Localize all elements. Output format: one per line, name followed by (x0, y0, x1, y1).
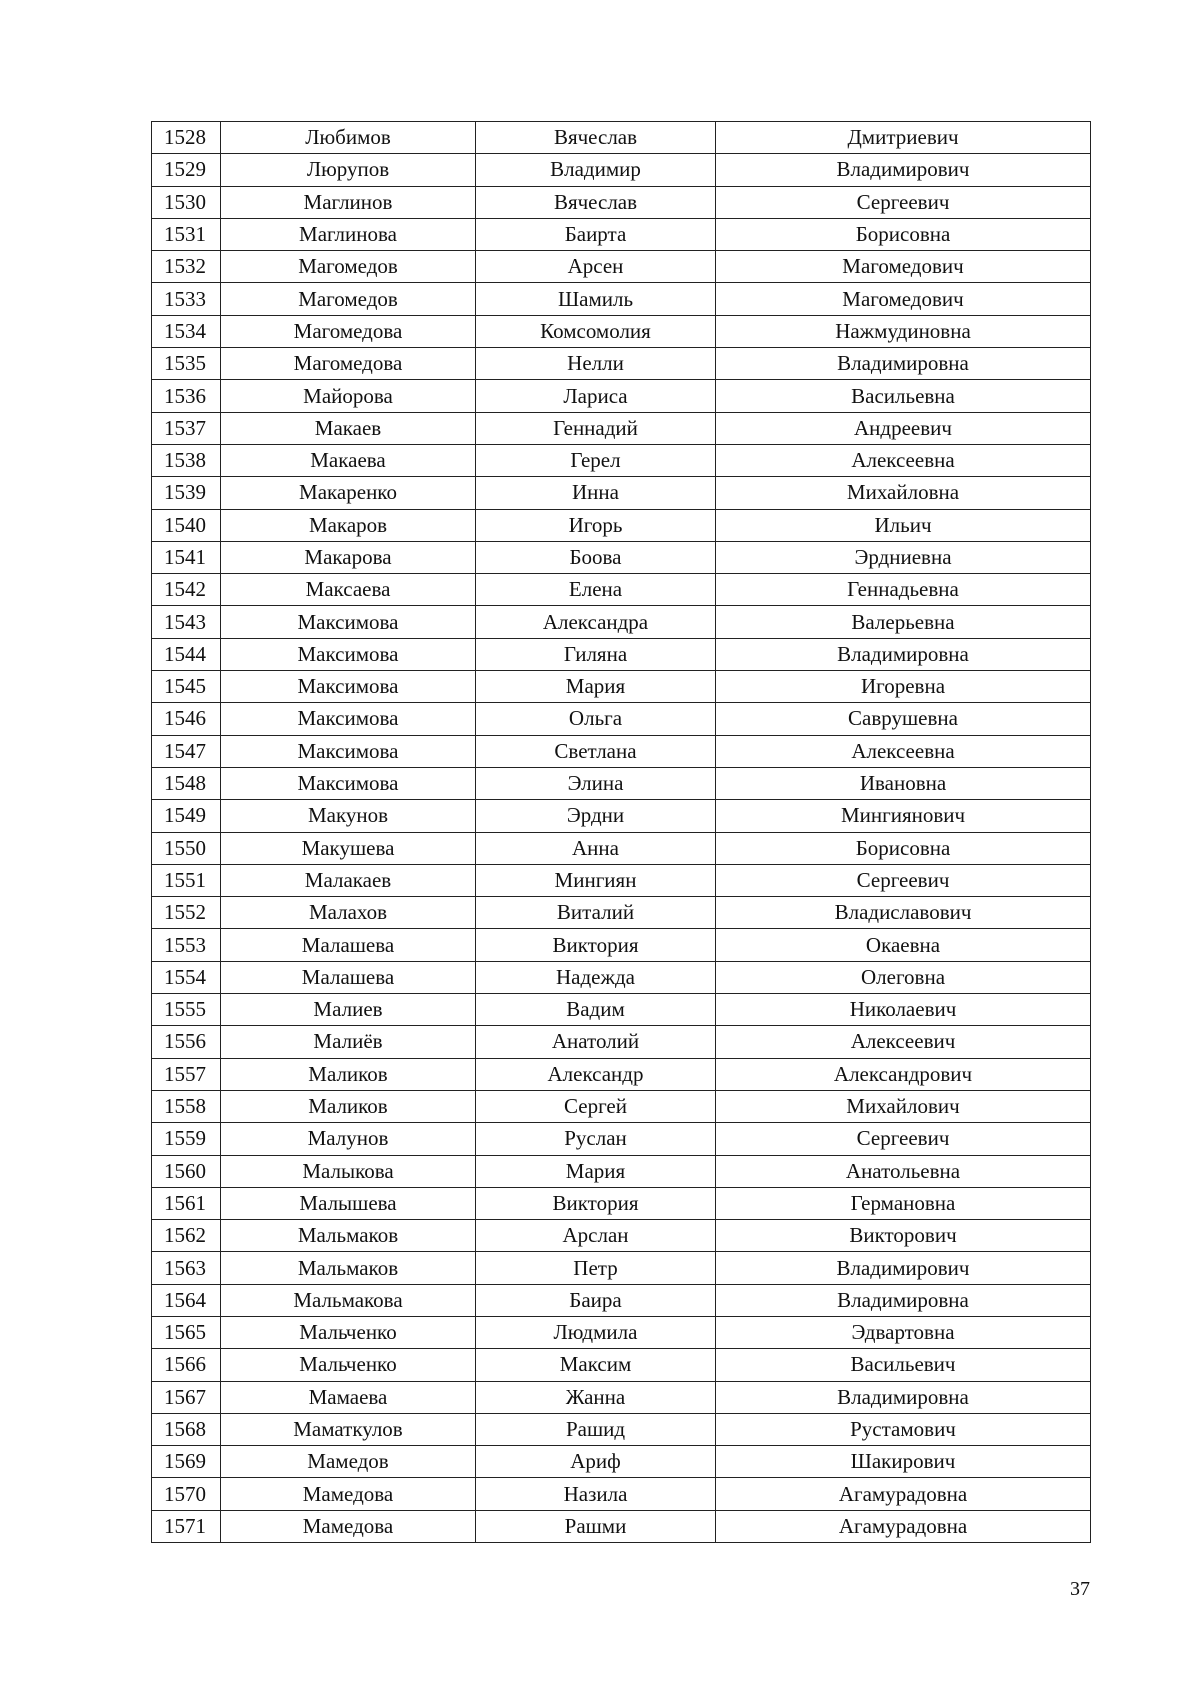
surname-cell: Малиёв (221, 1026, 476, 1058)
patronymic-cell: Германовна (716, 1187, 1091, 1219)
row-number-cell: 1568 (152, 1413, 221, 1445)
row-number-cell: 1562 (152, 1220, 221, 1252)
surname-cell: Малашева (221, 929, 476, 961)
first-name-cell: Александр (476, 1058, 716, 1090)
row-number-cell: 1538 (152, 444, 221, 476)
surname-cell: Магомедова (221, 348, 476, 380)
first-name-cell: Рашми (476, 1510, 716, 1542)
patronymic-cell: Владимирович (716, 154, 1091, 186)
surname-cell: Макаев (221, 412, 476, 444)
surname-cell: Макаева (221, 444, 476, 476)
row-number-cell: 1554 (152, 961, 221, 993)
first-name-cell: Мария (476, 1155, 716, 1187)
table-row (152, 154, 1091, 186)
table-row (152, 1026, 1091, 1058)
row-number-cell: 1535 (152, 348, 221, 380)
row-number-cell: 1566 (152, 1349, 221, 1381)
first-name-cell: Игорь (476, 509, 716, 541)
row-number-cell: 1571 (152, 1510, 221, 1542)
patronymic-cell: Александрович (716, 1058, 1091, 1090)
surname-cell: Максимова (221, 735, 476, 767)
first-name-cell: Герел (476, 444, 716, 476)
table-row (152, 1155, 1091, 1187)
patronymic-cell: Николаевич (716, 994, 1091, 1026)
surname-cell: Малакаев (221, 864, 476, 896)
first-name-cell: Назила (476, 1478, 716, 1510)
patronymic-cell: Сергеевич (716, 1123, 1091, 1155)
row-number-cell: 1548 (152, 767, 221, 799)
surname-cell: Малыкова (221, 1155, 476, 1187)
first-name-cell: Елена (476, 574, 716, 606)
table-row (152, 671, 1091, 703)
row-number-cell: 1559 (152, 1123, 221, 1155)
row-number-cell: 1558 (152, 1090, 221, 1122)
table-row (152, 767, 1091, 799)
first-name-cell: Вячеслав (476, 186, 716, 218)
row-number-cell: 1528 (152, 122, 221, 154)
patronymic-cell: Сергеевич (716, 186, 1091, 218)
surname-cell: Магомедов (221, 283, 476, 315)
first-name-cell: Виталий (476, 897, 716, 929)
patronymic-cell: Владимировна (716, 348, 1091, 380)
surname-cell: Максимова (221, 671, 476, 703)
surname-cell: Мамаева (221, 1381, 476, 1413)
patronymic-cell: Алексеевна (716, 735, 1091, 767)
patronymic-cell: Викторович (716, 1220, 1091, 1252)
surname-cell: Максимова (221, 703, 476, 735)
table-row (152, 832, 1091, 864)
surname-cell: Максимова (221, 606, 476, 638)
surname-cell: Мальченко (221, 1349, 476, 1381)
patronymic-cell: Владиславович (716, 897, 1091, 929)
patronymic-cell: Агамурадовна (716, 1478, 1091, 1510)
table-row (152, 1446, 1091, 1478)
first-name-cell: Надежда (476, 961, 716, 993)
table-row (152, 1090, 1091, 1122)
row-number-cell: 1550 (152, 832, 221, 864)
patronymic-cell: Нажмудиновна (716, 315, 1091, 347)
row-number-cell: 1537 (152, 412, 221, 444)
surname-cell: Магомедов (221, 251, 476, 283)
surname-cell: Мамедова (221, 1478, 476, 1510)
patronymic-cell: Окаевна (716, 929, 1091, 961)
patronymic-cell: Рустамович (716, 1413, 1091, 1445)
first-name-cell: Рашид (476, 1413, 716, 1445)
row-number-cell: 1543 (152, 606, 221, 638)
first-name-cell: Александра (476, 606, 716, 638)
patronymic-cell: Олеговна (716, 961, 1091, 993)
row-number-cell: 1557 (152, 1058, 221, 1090)
row-number-cell: 1560 (152, 1155, 221, 1187)
first-name-cell: Владимир (476, 154, 716, 186)
table-row (152, 735, 1091, 767)
first-name-cell: Ольга (476, 703, 716, 735)
patronymic-cell: Сергеевич (716, 864, 1091, 896)
first-name-cell: Жанна (476, 1381, 716, 1413)
row-number-cell: 1539 (152, 477, 221, 509)
surname-cell: Майорова (221, 380, 476, 412)
row-number-cell: 1530 (152, 186, 221, 218)
row-number-cell: 1563 (152, 1252, 221, 1284)
first-name-cell: Арслан (476, 1220, 716, 1252)
surname-cell: Мальмаков (221, 1220, 476, 1252)
table-row (152, 961, 1091, 993)
first-name-cell: Сергей (476, 1090, 716, 1122)
surname-cell: Малашева (221, 961, 476, 993)
patronymic-cell: Владимировна (716, 638, 1091, 670)
surname-cell: Маглинов (221, 186, 476, 218)
patronymic-cell: Анатольевна (716, 1155, 1091, 1187)
surname-cell: Малахов (221, 897, 476, 929)
surname-cell: Макаров (221, 509, 476, 541)
surname-cell: Малунов (221, 1123, 476, 1155)
row-number-cell: 1551 (152, 864, 221, 896)
table-row (152, 186, 1091, 218)
patronymic-cell: Магомедович (716, 251, 1091, 283)
first-name-cell: Комсомолия (476, 315, 716, 347)
surname-cell: Макушева (221, 832, 476, 864)
first-name-cell: Боова (476, 541, 716, 573)
row-number-cell: 1567 (152, 1381, 221, 1413)
first-name-cell: Максим (476, 1349, 716, 1381)
row-number-cell: 1536 (152, 380, 221, 412)
patronymic-cell: Алексеевна (716, 444, 1091, 476)
surname-cell: Мамедов (221, 1446, 476, 1478)
first-name-cell: Геннадий (476, 412, 716, 444)
patronymic-cell: Ильич (716, 509, 1091, 541)
table-row (152, 122, 1091, 154)
patronymic-cell: Магомедович (716, 283, 1091, 315)
surname-cell: Любимов (221, 122, 476, 154)
table-row (152, 315, 1091, 347)
patronymic-cell: Эрдниевна (716, 541, 1091, 573)
surname-cell: Маликов (221, 1090, 476, 1122)
first-name-cell: Ариф (476, 1446, 716, 1478)
row-number-cell: 1545 (152, 671, 221, 703)
surname-cell: Люрупов (221, 154, 476, 186)
surname-cell: Макарова (221, 541, 476, 573)
row-number-cell: 1529 (152, 154, 221, 186)
first-name-cell: Лариса (476, 380, 716, 412)
row-number-cell: 1547 (152, 735, 221, 767)
first-name-cell: Гиляна (476, 638, 716, 670)
patronymic-cell: Михайлович (716, 1090, 1091, 1122)
first-name-cell: Шамиль (476, 283, 716, 315)
table-row (152, 929, 1091, 961)
table-row (152, 1284, 1091, 1316)
table-row (152, 444, 1091, 476)
first-name-cell: Баирта (476, 218, 716, 250)
table-row (152, 574, 1091, 606)
patronymic-cell: Эдвартовна (716, 1316, 1091, 1348)
patronymic-cell: Ивановна (716, 767, 1091, 799)
surname-cell: Макунов (221, 800, 476, 832)
patronymic-cell: Владимировна (716, 1381, 1091, 1413)
first-name-cell: Баира (476, 1284, 716, 1316)
surname-cell: Маматкулов (221, 1413, 476, 1445)
page-number: 37 (1070, 1578, 1090, 1600)
table-row (152, 1123, 1091, 1155)
first-name-cell: Виктория (476, 929, 716, 961)
name-list-table (151, 121, 1091, 1543)
table-row (152, 348, 1091, 380)
patronymic-cell: Борисовна (716, 832, 1091, 864)
row-number-cell: 1570 (152, 1478, 221, 1510)
first-name-cell: Элина (476, 767, 716, 799)
table-row (152, 283, 1091, 315)
first-name-cell: Виктория (476, 1187, 716, 1219)
row-number-cell: 1561 (152, 1187, 221, 1219)
table-row (152, 703, 1091, 735)
surname-cell: Мальмаков (221, 1252, 476, 1284)
first-name-cell: Эрдни (476, 800, 716, 832)
row-number-cell: 1549 (152, 800, 221, 832)
first-name-cell: Инна (476, 477, 716, 509)
first-name-cell: Мингиян (476, 864, 716, 896)
row-number-cell: 1541 (152, 541, 221, 573)
table-row (152, 1220, 1091, 1252)
row-number-cell: 1531 (152, 218, 221, 250)
table-row (152, 218, 1091, 250)
table-row (152, 477, 1091, 509)
table-row (152, 1058, 1091, 1090)
table-row (152, 1381, 1091, 1413)
patronymic-cell: Васильевна (716, 380, 1091, 412)
first-name-cell: Светлана (476, 735, 716, 767)
patronymic-cell: Алексеевич (716, 1026, 1091, 1058)
row-number-cell: 1556 (152, 1026, 221, 1058)
surname-cell: Мальченко (221, 1316, 476, 1348)
table-row (152, 638, 1091, 670)
table-row (152, 509, 1091, 541)
table-row (152, 1316, 1091, 1348)
surname-cell: Маглинова (221, 218, 476, 250)
table-body (152, 122, 1091, 1543)
patronymic-cell: Шакирович (716, 1446, 1091, 1478)
patronymic-cell: Дмитриевич (716, 122, 1091, 154)
patronymic-cell: Геннадьевна (716, 574, 1091, 606)
table-row (152, 1478, 1091, 1510)
patronymic-cell: Агамурадовна (716, 1510, 1091, 1542)
table-row (152, 897, 1091, 929)
table-row (152, 864, 1091, 896)
surname-cell: Магомедова (221, 315, 476, 347)
surname-cell: Малиев (221, 994, 476, 1026)
patronymic-cell: Саврушевна (716, 703, 1091, 735)
row-number-cell: 1534 (152, 315, 221, 347)
first-name-cell: Мария (476, 671, 716, 703)
row-number-cell: 1533 (152, 283, 221, 315)
first-name-cell: Руслан (476, 1123, 716, 1155)
row-number-cell: 1569 (152, 1446, 221, 1478)
surname-cell: Маликов (221, 1058, 476, 1090)
patronymic-cell: Михайловна (716, 477, 1091, 509)
table-row (152, 251, 1091, 283)
surname-cell: Макаренко (221, 477, 476, 509)
row-number-cell: 1565 (152, 1316, 221, 1348)
table-row (152, 380, 1091, 412)
table-row (152, 412, 1091, 444)
patronymic-cell: Андреевич (716, 412, 1091, 444)
surname-cell: Малышева (221, 1187, 476, 1219)
first-name-cell: Арсен (476, 251, 716, 283)
table-row (152, 1349, 1091, 1381)
table-row (152, 606, 1091, 638)
first-name-cell: Людмила (476, 1316, 716, 1348)
first-name-cell: Вадим (476, 994, 716, 1026)
patronymic-cell: Мингиянович (716, 800, 1091, 832)
row-number-cell: 1552 (152, 897, 221, 929)
first-name-cell: Анатолий (476, 1026, 716, 1058)
row-number-cell: 1544 (152, 638, 221, 670)
first-name-cell: Петр (476, 1252, 716, 1284)
surname-cell: Максимова (221, 767, 476, 799)
patronymic-cell: Владимировна (716, 1284, 1091, 1316)
first-name-cell: Вячеслав (476, 122, 716, 154)
table-row (152, 541, 1091, 573)
table-row (152, 800, 1091, 832)
first-name-cell: Нелли (476, 348, 716, 380)
first-name-cell: Анна (476, 832, 716, 864)
table-row (152, 1252, 1091, 1284)
surname-cell: Мальмакова (221, 1284, 476, 1316)
row-number-cell: 1564 (152, 1284, 221, 1316)
surname-cell: Максимова (221, 638, 476, 670)
row-number-cell: 1555 (152, 994, 221, 1026)
surname-cell: Максаева (221, 574, 476, 606)
table-row (152, 1510, 1091, 1542)
patronymic-cell: Игоревна (716, 671, 1091, 703)
patronymic-cell: Борисовна (716, 218, 1091, 250)
table-row (152, 994, 1091, 1026)
row-number-cell: 1532 (152, 251, 221, 283)
patronymic-cell: Валерьевна (716, 606, 1091, 638)
table-row (152, 1413, 1091, 1445)
row-number-cell: 1546 (152, 703, 221, 735)
row-number-cell: 1542 (152, 574, 221, 606)
patronymic-cell: Васильевич (716, 1349, 1091, 1381)
row-number-cell: 1553 (152, 929, 221, 961)
surname-cell: Мамедова (221, 1510, 476, 1542)
table-row (152, 1187, 1091, 1219)
row-number-cell: 1540 (152, 509, 221, 541)
patronymic-cell: Владимирович (716, 1252, 1091, 1284)
